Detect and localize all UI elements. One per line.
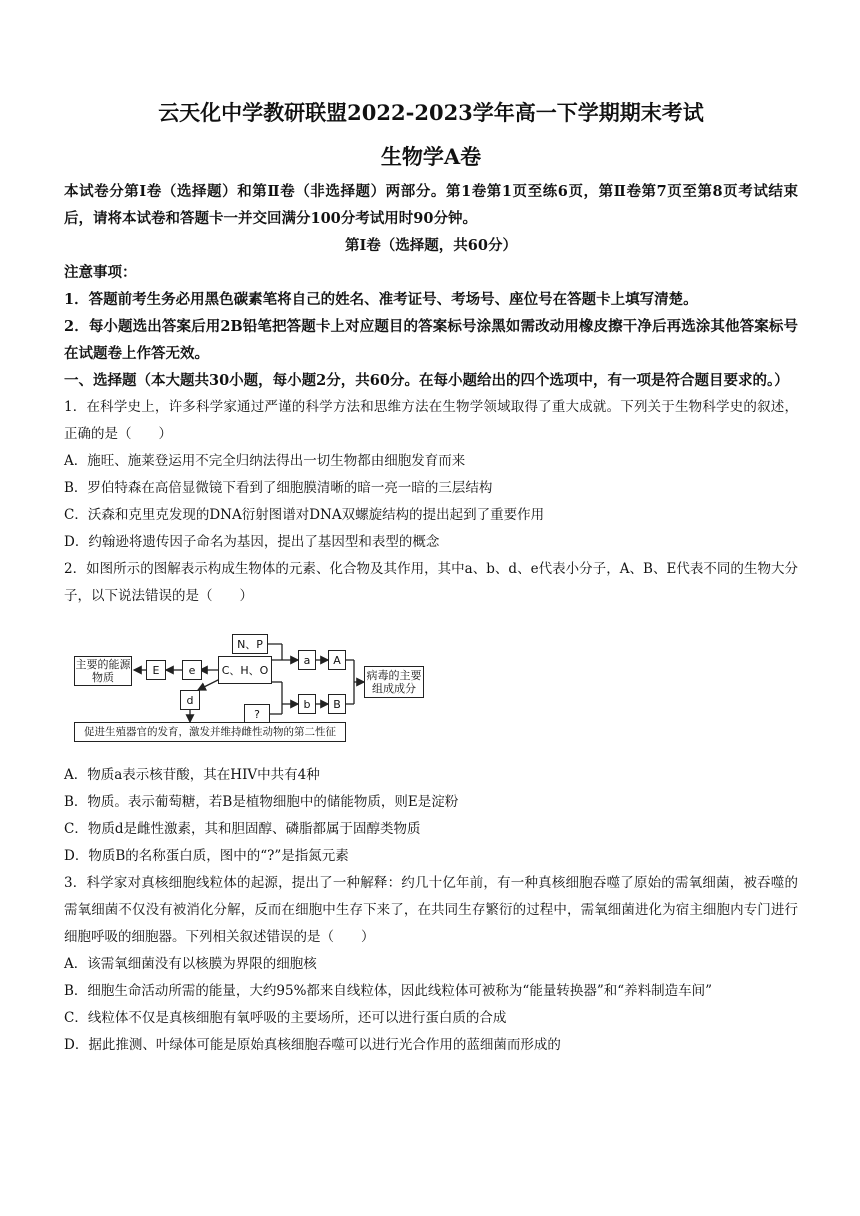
option-b: B．罗伯特森在高倍显微镜下看到了细胞膜清晰的暗一亮一暗的三层结构: [64, 480, 493, 496]
box-question: ?: [244, 704, 270, 724]
question-3: [64, 870, 798, 1059]
exam-intro: 本试卷分第Ⅰ卷（选择题）和第Ⅱ卷（非选择题）两部分。第1卷第1页至练6页，第Ⅱ卷第7页至第8页考试结束后，请将本试卷和答题卡一并交回满分100分考试用时90分钟。: [64, 183, 798, 227]
box-CHO: C、H、O: [218, 656, 272, 684]
option-b: B．物质。表示葡萄糖，若B是植物细胞中的储能物质，则E是淀粉: [64, 794, 459, 810]
compound-diagram: [72, 632, 432, 744]
option-c: C．线粒体不仅是真核细胞有氧呼吸的主要场所，还可以进行蛋白质的合成: [64, 1010, 507, 1026]
virus-component-box: 病毒的主要组成成分: [364, 666, 424, 698]
option-a: A．物质a表示核苷酸，其在HIV中共有4种: [64, 767, 320, 783]
question-2: [64, 556, 798, 870]
exam-subtitle: 生物学A卷: [380, 144, 482, 169]
section-1-title: 第Ⅰ卷（选择题，共60分）: [345, 237, 517, 254]
question-stem: 1．在科学史上，许多科学家通过严谨的科学方法和思维方法在生物学领域取得了重大成就。下列关于生物科学史的叙述，正确的是（ ）: [64, 399, 798, 442]
notice-item-1: 1．答题前考生务必用黑色碳素笔将自己的姓名、准考证号、考场号、座位号在答题卡上填写清楚。: [64, 291, 698, 308]
box-e: e: [182, 660, 202, 680]
exam-title: 云天化中学教研联盟2022-2023学年高一下学期期末考试: [158, 100, 704, 125]
option-d: D．物质B的名称蛋白质，图中的“?”是指氮元素: [64, 848, 349, 864]
option-c: C．沃森和克里克发现的DNA衍射图谱对DNA双螺旋结构的提出起到了重要作用: [64, 507, 545, 523]
energy-substance-box: 主要的能源物质: [75, 658, 131, 684]
option-b: B．细胞生命活动所需的能量，大约95%都来自线粒体，因此线粒体可被称为“能量转换器”和“养料制造车间”: [64, 983, 713, 999]
question-stem: 2．如图所示的图解表示构成生物体的元素、化合物及其作用，其中a、b、d、e代表小分子，A、B、E代表不同的生物大分子，以下说法错误的是（ ）: [64, 561, 798, 604]
option-c: C．物质d是雌性激素，其和胆固醇、磷脂都属于固醇类物质: [64, 821, 421, 837]
box-B: B: [328, 694, 346, 714]
box-E: E: [146, 660, 166, 680]
notice-item-2: 2．每小题选出答案后用2B铅笔把答题卡上对应题目的答案标号涂黑如需改动用橡皮擦干净后再选涂其他答案标号在试题卷上作答无效。: [64, 318, 798, 362]
box-b: b: [298, 694, 316, 714]
hormone-function-box: 促进生殖器官的发育，激发并维持雌性动物的第二性征: [74, 722, 346, 742]
question-1: [64, 394, 798, 556]
option-d: D．约翰逊将遗传因子命名为基因，提出了基因型和表型的概念: [64, 534, 440, 550]
option-a: A．该需氧细菌没有以核膜为界限的细胞核: [64, 956, 317, 972]
box-a: a: [298, 650, 316, 670]
option-d: D．据此推测、叶绿体可能是原始真核细胞吞噬可以进行光合作用的蓝细菌而形成的: [64, 1037, 561, 1053]
question-stem: 3．科学家对真核细胞线粒体的起源，提出了一种解释：约几十亿年前，有一种真核细胞吞噬了原始的需氧细菌，被吞噬的需氧细菌不仅没有被消化分解，反而在细胞中生存下来了，在共同生存繁衍的过程中，需氧细菌进化为宿主细胞内专门进行细胞呼吸的细胞器。下列相关叙述错误的是（ ）: [64, 875, 798, 945]
document-body: [64, 98, 798, 1059]
part-1-heading: 一、选择题（本大题共30小题，每小题2分，共60分。在每小题给出的四个选项中，有一项是符合题目要求的。）: [64, 372, 789, 389]
notice-heading: 注意事项：: [64, 264, 137, 281]
option-a: A．施旺、施莱登运用不完全归纳法得出一切生物都由细胞发育而来: [64, 453, 466, 469]
box-A: A: [328, 650, 346, 670]
box-NP: N、P: [232, 634, 268, 654]
box-d: d: [180, 690, 200, 710]
